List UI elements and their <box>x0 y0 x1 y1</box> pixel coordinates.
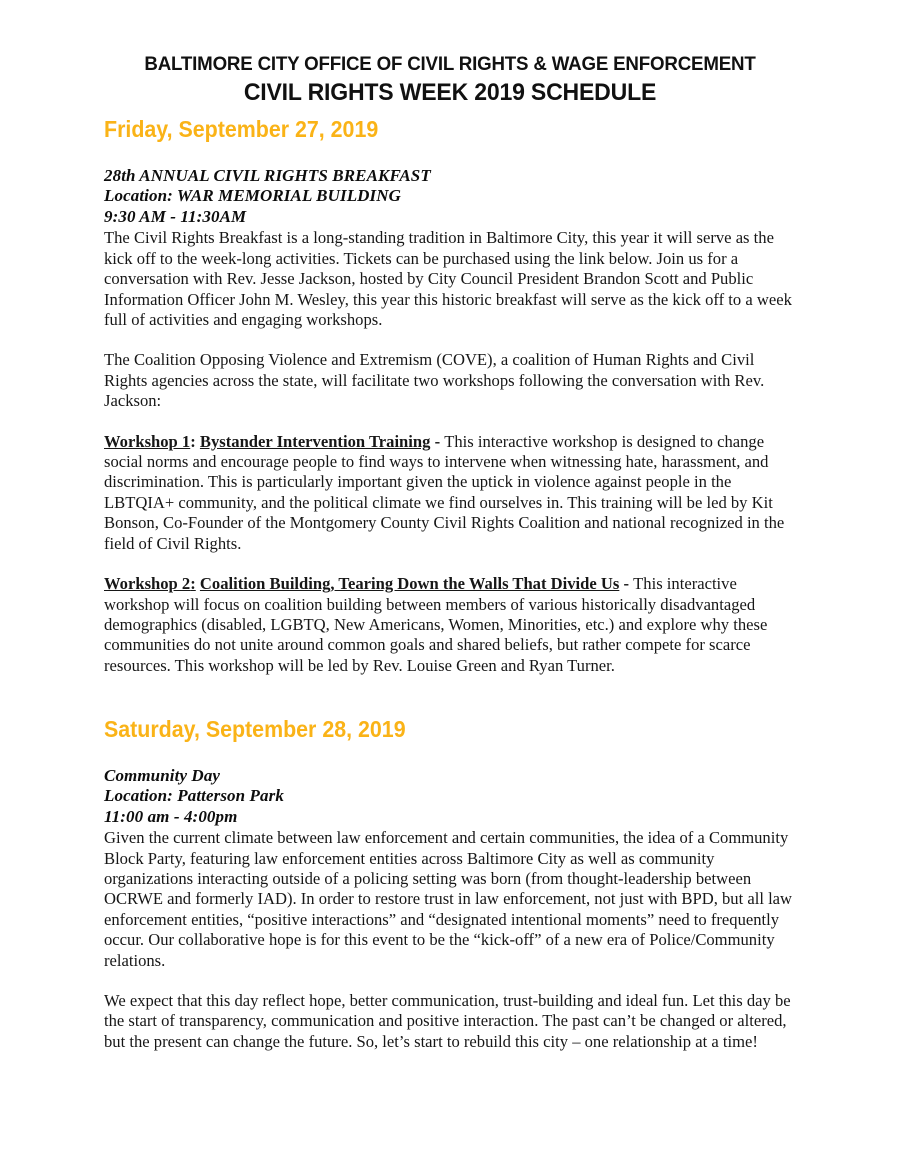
saturday-closing-paragraph: We expect that this day reflect hope, better communication, trust-building and ideal fun. Let this day be the start of transparency, communication and positive interaction. The past can’t be changed or altered, but the present can change the future. So, let’s start to rebuild this city – one relationship at a time! <box>104 991 791 1051</box>
workshop-1-title: Bystander Intervention Training <box>199 431 431 451</box>
friday-event-title: 28th ANNUAL CIVIL RIGHTS BREAKFAST <box>104 165 431 185</box>
saturday-event-location: Location: Patterson Park <box>104 786 284 806</box>
saturday-description-paragraph: Given the current climate between law enforcement and certain communities, the idea of a Community Block Party, featuring law enforcement entities across Baltimore City as well as community organizations interacting outside of a policing setting was born (from thought-leadership between OCRWE and formerly IAD). In order to restore trust in law enforcement, not just with BPD, but all law enforcement entities, “positive interactions” and “designated intentional moments” need to frequently occur. Our collaborative hope is for this event to be the “kick-off” of a new era of Police/Community relations. <box>104 828 793 970</box>
workshop-2-label: Workshop 2 <box>104 574 191 594</box>
friday-event-time: 9:30 AM - 11:30AM <box>104 206 247 226</box>
day-heading-saturday: Saturday, September 28, 2019 <box>104 716 406 743</box>
friday-description-paragraph: The Civil Rights Breakfast is a long-standing tradition in Baltimore City, this year it will serve as the kick off to the week-long activities. Tickets can be purchased using the link below. Join us for a conversation with Rev. Jesse Jackson, hosted by City Council President Brandon Scott and Public Information Officer John M. Wesley, this year this historic breakfast will serve as the kick off to a week full of activities and engaging workshops. <box>104 228 792 330</box>
workshop-1-paragraph <box>104 432 796 554</box>
saturday-event-title: Community Day <box>104 765 221 785</box>
workshop-1-colon: : <box>190 431 196 451</box>
document-title-line-1: BALTIMORE CITY OFFICE OF CIVIL RIGHTS & WAGE ENFORCEMENT <box>144 53 756 75</box>
workshop-1-dash: - <box>430 431 445 451</box>
workshop-2-dash: - <box>619 574 634 594</box>
day-heading-friday: Friday, September 27, 2019 <box>104 116 379 143</box>
workshop-2-body: This interactive workshop will focus on coalition building between members of various historically disadvantaged demographics (disabled, LGBTQ, New Americans, Women, Minorities, etc.) and explore why these communities do not unite around common goals and shared beliefs, but rather compete for scarce resources. This workshop will be led by Rev. Louise Green and Ryan Turner. <box>104 574 768 675</box>
workshop-2-title: Coalition Building, Tearing Down the Walls That Divide Us <box>199 574 620 594</box>
friday-cove-paragraph: The Coalition Opposing Violence and Extremism (COVE), a coalition of Human Rights and Civil Rights agencies across the state, will facilitate two workshops following the conversation with Rev. Jackson: <box>104 350 765 411</box>
workshop-1-body: This interactive workshop is designed to change social norms and encourage people to find ways to intervene when witnessing hate, harassment, and discrimination. This is particularly important given the uptick in violence against people in the LBTQIA+ community, and the political climate we find ourselves in. This training will be led by Kit Bonson, Co-Founder of the Montgomery County Civil Rights Coalition and national recognized in the field of Civil Rights. <box>104 431 785 553</box>
workshop-2-colon: : <box>190 574 196 594</box>
friday-event-location: Location: WAR MEMORIAL BUILDING <box>104 186 402 206</box>
saturday-event-header <box>104 766 796 828</box>
document-title-line-2: CIVIL RIGHTS WEEK 2019 SCHEDULE <box>243 79 657 106</box>
friday-event-header <box>104 166 796 228</box>
workshop-1-label: Workshop 1 <box>104 431 191 451</box>
document-content <box>104 53 796 1052</box>
workshop-2-paragraph <box>104 574 796 676</box>
saturday-event-time: 11:00 am - 4:00pm <box>104 806 238 826</box>
